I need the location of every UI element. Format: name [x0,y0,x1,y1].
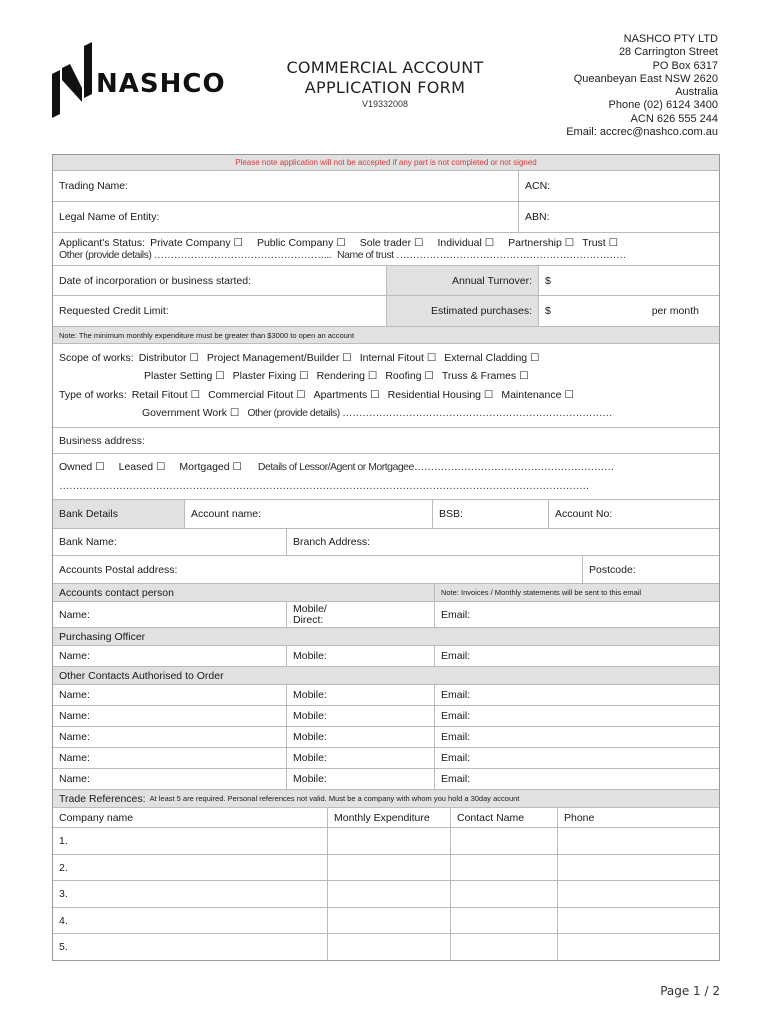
business-address-row [53,428,719,454]
lessor-details-line[interactable]: …………………………………………………………………………………………………………………………………………… [59,480,589,492]
status-trust-checkbox[interactable]: Trust ☐ [582,237,619,249]
credit-limit-field[interactable]: Requested Credit Limit: [53,296,387,326]
company-line: Phone (02) 6124 3400 [608,99,718,112]
abn-field[interactable]: ABN: [525,211,550,223]
company-address [566,33,718,139]
officer-mobile-field[interactable]: Mobile: [287,646,435,666]
other-contacts-header [53,667,719,685]
reference-expenditure-field[interactable] [328,934,451,960]
reference-phone-field[interactable] [558,855,719,880]
estimated-purchases-label: Estimated purchases: [387,296,539,326]
invoice-note: Note: Invoices / Monthly statements will be sent to this email [441,588,642,597]
minimum-note: Note: The minimum monthly expenditure must be greater than $3000 to open an account [59,330,355,340]
other-details-field[interactable]: Other (provide details) ……………………………………………... [59,249,332,261]
minimum-note-row [53,327,719,344]
trade-reference-row [53,855,719,881]
business-address-field[interactable]: Business address: [59,434,145,447]
other-name-field[interactable]: Name: [53,769,287,789]
annual-turnover-label: Annual Turnover: [387,266,539,295]
other-contact-row [53,769,719,790]
reference-contact-field[interactable] [451,934,558,960]
logo-wordmark: NASHCO [96,69,226,99]
purchasing-officer-row [53,646,719,667]
reference-contact-field[interactable] [451,881,558,907]
company-line: PO Box 6317 [652,59,718,72]
type-government-work-checkbox[interactable]: Government Work ☐ [142,406,240,419]
scope-external-cladding-checkbox[interactable]: External Cladding ☐ [444,352,540,365]
legal-name-row [53,202,719,233]
status-label: Applicant's Status: [59,237,146,249]
owned-checkbox[interactable]: Owned ☐ [59,461,105,473]
account-name-field[interactable]: Account name: [185,500,433,528]
company-line: Australia [675,86,718,99]
bank-name-row [53,529,719,556]
page-number: Page 1 / 2 [660,984,720,998]
reference-expenditure-field[interactable] [328,828,451,854]
postal-address-row [53,556,719,584]
other-email-field[interactable]: Email: [441,731,471,743]
per-month-label: per month [651,305,699,317]
type-apartments-checkbox[interactable]: Apartments ☐ [313,388,380,401]
name-of-trust-field[interactable]: Name of trust …………………………………………………………… [337,249,626,261]
dollar-sign: $ [545,305,551,317]
postcode-field[interactable]: Postcode: [589,563,636,576]
trade-reference-row [53,828,719,855]
type-label: Type of works: [59,388,127,401]
other-contact-row [53,748,719,769]
reference-phone-field[interactable] [558,934,719,960]
other-mobile-field[interactable]: Mobile: [287,706,435,726]
leased-checkbox[interactable]: Leased ☐ [118,461,166,473]
other-name-field[interactable]: Name: [53,685,287,705]
other-mobile-field[interactable]: Mobile: [287,685,435,705]
reference-company-field[interactable]: 4. [53,908,328,933]
trade-references-note: At least 5 are required. Personal references not valid. Must be a company with whom you hold a 30day account [149,794,520,803]
annual-turnover-field[interactable]: $ [545,274,551,287]
reference-expenditure-field[interactable] [328,881,451,907]
officer-name-field[interactable]: Name: [53,646,287,666]
status-partnership-checkbox[interactable]: Partnership ☐ [508,237,575,249]
status-sole-trader-checkbox[interactable]: Sole trader ☐ [359,237,424,249]
notice-text: Please note application will not be accepted if any part is not completed or not signed [235,158,537,167]
other-contacts-label: Other Contacts Authorised to Order [59,669,224,682]
applicant-status [53,233,719,265]
nashco-logo [52,40,226,118]
ownership-row [53,454,719,500]
other-mobile-field[interactable]: Mobile: [287,727,435,747]
trade-reference-row [53,908,719,934]
scope-label: Scope of works: [59,352,134,365]
scope-internal-fitout-checkbox[interactable]: Internal Fitout ☐ [359,352,437,365]
scope-rendering-checkbox[interactable]: Rendering ☐ [316,370,378,383]
company-email: Email: accrec@nashco.com.au [566,126,718,139]
status-public-checkbox[interactable]: Public Company ☐ [256,237,346,249]
reference-phone-field[interactable] [558,908,719,933]
type-residential-housing-checkbox[interactable]: Residential Housing ☐ [387,388,494,401]
other-email-field[interactable]: Email: [441,710,471,722]
other-name-field[interactable]: Name: [53,748,287,768]
mobile-direct-label: Direct: [293,613,324,626]
scope-roofing-checkbox[interactable]: Roofing ☐ [385,370,434,383]
company-line: Queanbeyan East NSW 2620 [573,72,718,85]
mortgaged-checkbox[interactable]: Mortgaged ☐ [179,461,242,473]
date-incorporation-field[interactable]: Date of incorporation or business started: [53,266,387,295]
col-phone: Phone [564,811,595,824]
nashco-logo-icon [52,40,92,118]
scope-plaster-setting-checkbox[interactable]: Plaster Setting ☐ [144,370,225,383]
trade-reference-row [53,934,719,960]
contact-mobile-field[interactable] [287,602,435,627]
reference-contact-field[interactable] [451,828,558,854]
accounts-contact-header [53,584,719,602]
branch-address-field[interactable]: Branch Address: [293,536,371,548]
status-private-checkbox[interactable]: Private Company ☐ [150,237,243,249]
trade-references-title [53,790,719,807]
reference-company-field[interactable]: 3. [53,881,328,907]
other-email-field[interactable]: Email: [441,689,471,701]
other-mobile-field[interactable]: Mobile: [287,769,435,789]
type-commercial-fitout-checkbox[interactable]: Commercial Fitout ☐ [208,388,306,401]
estimated-purchases-field[interactable] [539,296,719,326]
bank-details-row [53,500,719,529]
other-email-field[interactable]: Email: [441,773,471,785]
ownership-section [53,454,719,499]
account-no-field[interactable]: Account No: [555,508,613,520]
col-company-name: Company name [53,808,328,827]
trading-name-field[interactable]: Trading Name: [53,171,519,201]
credit-limit-row [53,296,719,327]
form-title [270,58,500,109]
reference-company-field[interactable]: 1. [53,828,328,854]
trading-name-row [53,171,719,202]
title-line-1: COMMERCIAL ACCOUNT [286,58,484,77]
scope-plaster-fixing-checkbox[interactable]: Plaster Fixing ☐ [232,370,309,383]
mobile-direct-label: Mobile/ [293,602,327,615]
type-retail-fitout-checkbox[interactable]: Retail Fitout ☐ [131,388,201,401]
trade-references-label: Trade References: [59,792,146,805]
other-name-field[interactable]: Name: [53,727,287,747]
title-line-2: APPLICATION FORM [304,78,466,97]
contact-email-field[interactable]: Email: [441,608,471,621]
trade-columns-row [53,808,719,828]
lessor-details-field[interactable]: Details of Lessor/Agent or Mortgagee…………………………………………………… [257,461,614,473]
works-row [53,344,719,428]
reference-phone-field[interactable] [558,828,719,854]
bsb-field[interactable]: BSB: [433,500,549,528]
other-email-field[interactable]: Email: [441,752,471,764]
type-other-details-field[interactable]: Other (provide details) ……………………………………………………………………… [247,406,613,419]
other-name-field[interactable]: Name: [53,706,287,726]
trade-references-header [53,790,719,808]
col-monthly-expenditure: Monthly Expenditure [328,808,451,827]
legal-name-field[interactable]: Legal Name of Entity: [53,202,519,232]
purchasing-officer-header [53,628,719,646]
company-line: NASHCO PTY LTD [623,33,718,45]
postal-address-field[interactable]: Accounts Postal address: [53,556,583,583]
scope-truss-frames-checkbox[interactable]: Truss & Frames ☐ [441,370,529,383]
status-individual-checkbox[interactable]: Individual ☐ [437,237,495,249]
purchasing-officer-label: Purchasing Officer [59,630,146,643]
scope-project-management-checkbox[interactable]: Project Management/Builder ☐ [206,352,352,365]
accounts-contact-row [53,602,719,628]
reference-contact-field[interactable] [451,908,558,933]
reference-contact-field[interactable] [451,855,558,880]
contact-name-field[interactable]: Name: [53,602,287,627]
other-contact-row [53,727,719,748]
reference-expenditure-field[interactable] [328,855,451,880]
company-line: 28 Carrington Street [618,46,718,59]
scope-distributor-checkbox[interactable]: Distributor ☐ [138,352,199,365]
trade-reference-row [53,881,719,908]
reference-phone-field[interactable] [558,881,719,907]
reference-company-field[interactable]: 2. [53,855,328,880]
bank-name-field[interactable]: Bank Name: [53,529,287,555]
notice-row [53,155,719,171]
applicant-status-row [53,233,719,266]
form-version: V19332008 [361,99,409,109]
accounts-contact-label: Accounts contact person [53,584,435,601]
incorporation-row [53,266,719,296]
type-maintenance-checkbox[interactable]: Maintenance ☐ [501,388,574,401]
works-section [53,344,719,427]
officer-email-field[interactable]: Email: [441,650,471,662]
acn-field[interactable]: ACN: [525,180,551,192]
other-contact-row [53,706,719,727]
other-mobile-field[interactable]: Mobile: [287,748,435,768]
bank-details-label: Bank Details [53,500,185,528]
other-contact-row [53,685,719,706]
reference-company-field[interactable]: 5. [53,934,328,960]
reference-expenditure-field[interactable] [328,908,451,933]
company-line: ACN 626 555 244 [630,112,718,125]
col-contact-name: Contact Name [451,808,558,827]
application-form [52,154,720,961]
